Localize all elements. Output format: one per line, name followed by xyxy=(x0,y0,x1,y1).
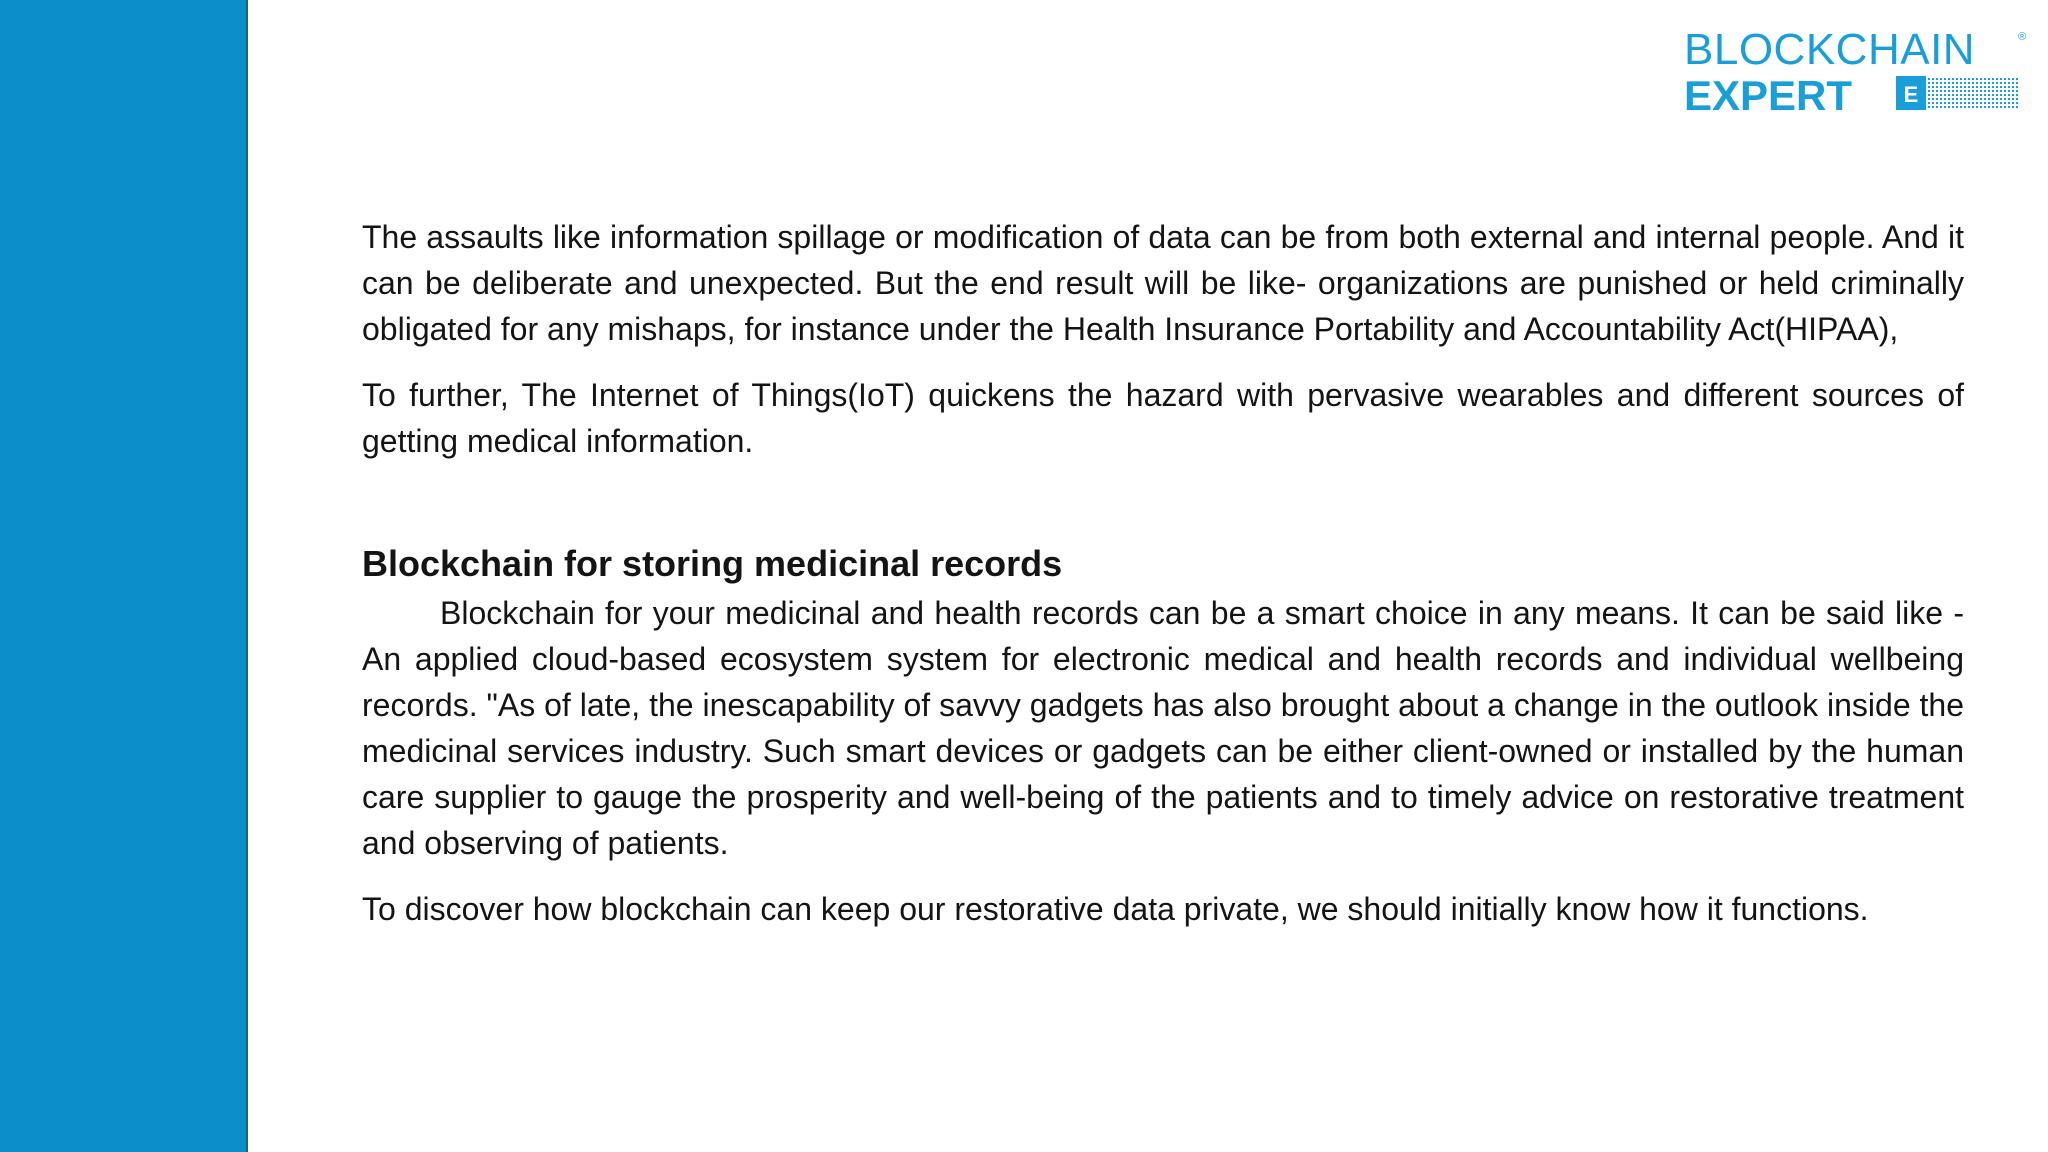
section-spacer xyxy=(362,484,1964,540)
paragraph-iot: To further, The Internet of Things(IoT) quickens the hazard with pervasive wearables and different sources of getting medical information. xyxy=(362,377,1964,459)
logo-line2: EXPERT xyxy=(1684,72,1853,116)
section-heading: Blockchain for storing medicinal records xyxy=(362,543,1063,584)
logo-badge-letter: E xyxy=(1903,82,1919,107)
paragraph-medical-records: Blockchain for your medicinal and health records can be a smart choice in any means. It can be said like -An applied cloud-based ecosystem system for electronic medical and health records and individual wellbeing records. "As of late, the inescapability of savvy gadgets has also brought about a change in the outlook inside the medicinal services industry. Such smart devices or gadgets can be either client-owned or installed by the human care supplier to gauge the prosperity and well-being of the patients and to timely advice on restorative treatment and observing of patients. xyxy=(362,595,1964,861)
paragraph-hipaa: The assaults like information spillage or modification of data can be from both external and internal people. And it can be deliberate and unexpected. But the end result will be like- organizations are punished or held criminally obligated for any mishaps, for instance under the Health Insurance Portability and Accountability Act(HIPAA), xyxy=(362,219,1964,347)
logo-registered-mark: ® xyxy=(2018,31,2027,43)
left-sidebar-bar xyxy=(0,0,248,1152)
logo-dot-pattern xyxy=(1928,76,2018,110)
blockchain-expert-logo xyxy=(1684,26,2030,116)
paragraph-how-it-functions: To discover how blockchain can keep our restorative data private, we should initially know how it functions. xyxy=(362,891,1869,927)
logo-line1: BLOCKCHAIN xyxy=(1684,26,1976,74)
document-body xyxy=(362,214,1964,952)
